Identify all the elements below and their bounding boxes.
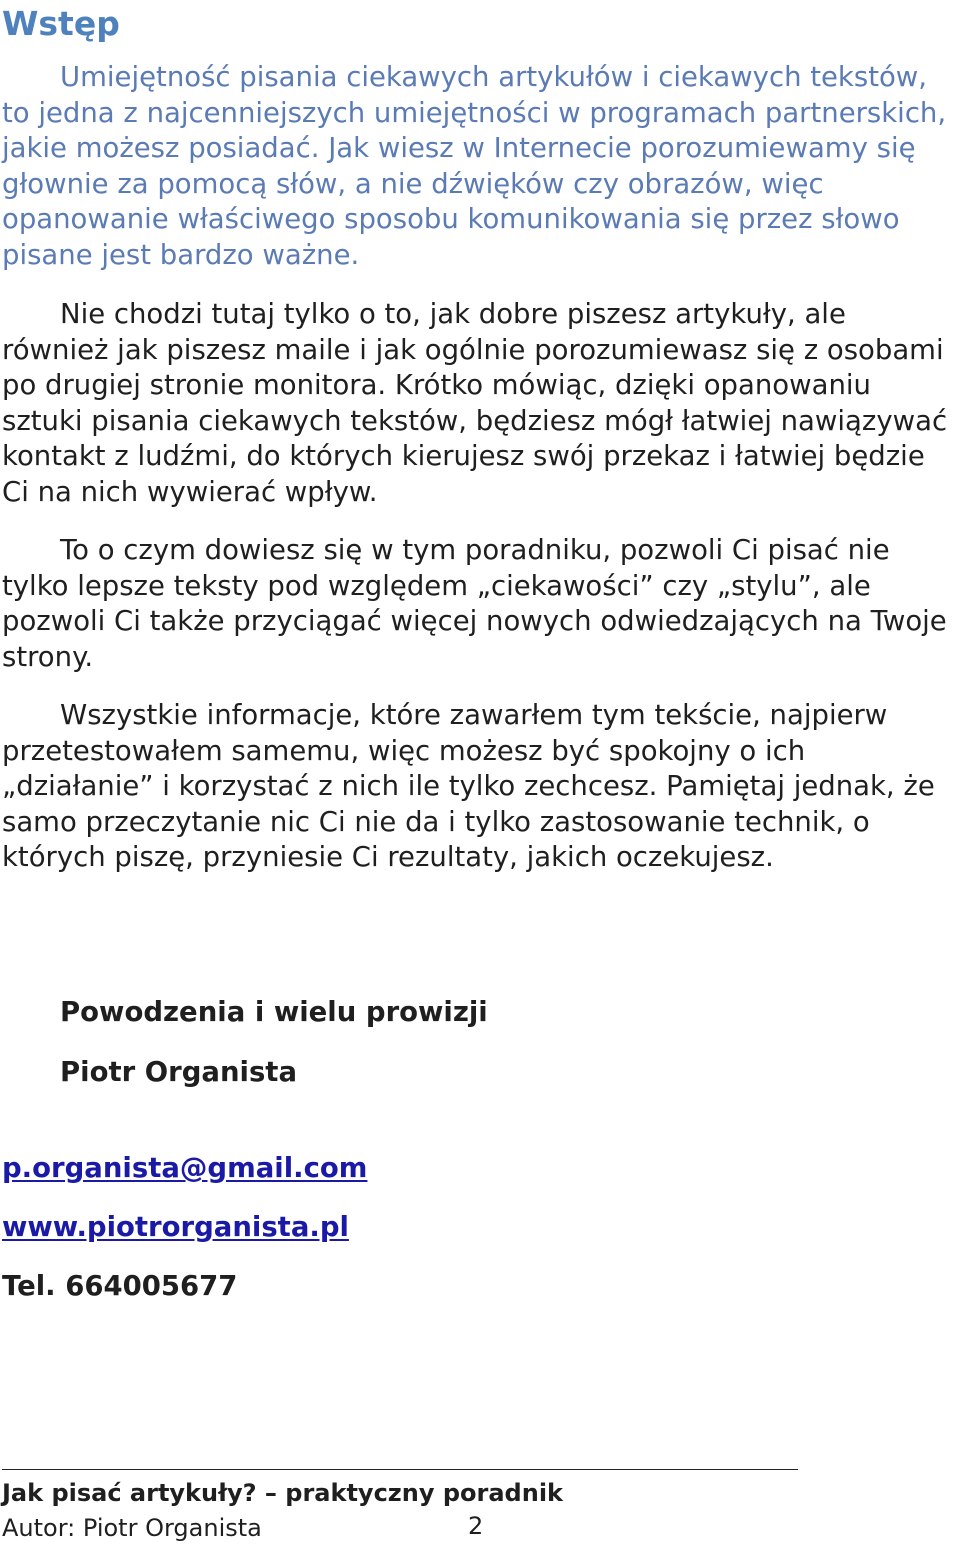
footer-divider	[2, 1469, 798, 1470]
paragraph-text: Nie chodzi tutaj tylko o to, jak dobre piszesz artykuły, ale również jak piszesz maile i jak ogólnie porozumiewasz się z osobami po drugiej stronie monitora. Krótko mówiąc, dzięki opanowaniu sztuki pisania ciekawych tekstów, będziesz mógł łatwiej nawiązywać kontakt z ludźmi, do których kierujesz swój przekaz i łatwiej będzie Ci na nich wywierać wpływ.	[2, 298, 948, 508]
phone-number: Tel. 664005677	[2, 1270, 238, 1302]
paragraph-tested-info	[2, 698, 958, 876]
page-number: 2	[468, 1512, 484, 1540]
paragraph-guide-benefits	[2, 533, 958, 675]
closing-line: Powodzenia i wielu prowizji	[60, 996, 488, 1028]
footer-author: Autor: Piotr Organista	[2, 1514, 262, 1542]
page-heading: Wstęp	[2, 4, 120, 43]
signature: Piotr Organista	[60, 1056, 298, 1088]
footer-title: Jak pisać artykuły? – praktyczny poradnik	[2, 1479, 564, 1507]
paragraph-text: Wszystkie informacje, które zawarłem tym tekście, najpierw przetestowałem samemu, więc możesz być spokojny o ich „działanie” i korzystać z nich ile tylko zechcesz. Pamiętaj jednak, że samo przeczytanie nic Ci nie da i tylko zastosowanie technik, o których piszę, przyniesie Ci rezultaty, jakich oczekujesz.	[2, 699, 935, 873]
paragraph-intro	[2, 60, 958, 273]
paragraph-communication	[2, 297, 958, 510]
paragraph-text: Umiejętność pisania ciekawych artykułów i ciekawych tekstów, to jedna z najcenniejszych umiejętności w programach partnerskich, jakie możesz posiadać. Jak wiesz w Internecie porozumiewamy się głownie za pomocą słów, a nie dźwięków czy obrazów, więc opanowanie właściwego sposobu komunikowania się przez słowo pisane jest bardzo ważne.	[2, 61, 947, 271]
website-link[interactable]: www.piotrorganista.pl	[2, 1211, 349, 1243]
email-link[interactable]: p.organista@gmail.com	[2, 1152, 368, 1184]
paragraph-text: To o czym dowiesz się w tym poradniku, pozwoli Ci pisać nie tylko lepsze teksty pod względem „ciekawości” czy „stylu”, ale pozwoli Ci także przyciągać więcej nowych odwiedzających na Twoje strony.	[2, 534, 947, 673]
